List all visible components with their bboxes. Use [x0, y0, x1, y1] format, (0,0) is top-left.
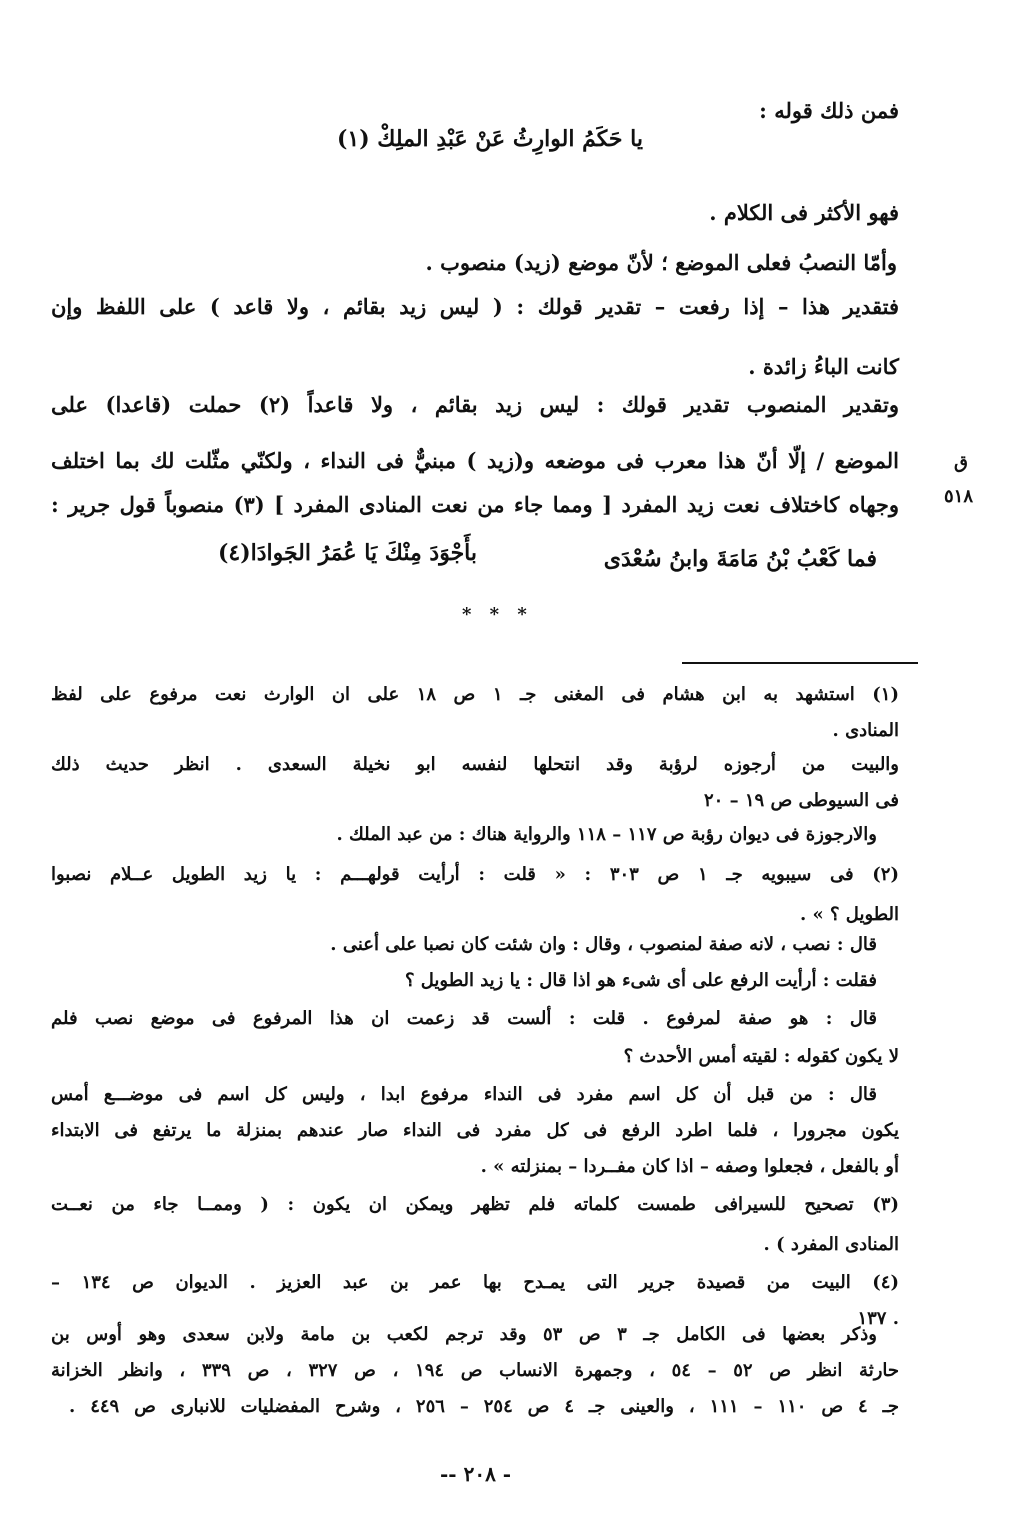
- footnote-line: (٢) فى سيبويه جـ ١ ص ٣٠٣ : « قلت : أرأيت قولهـــم : يا زيد الطويل عــلام نصبوا: [51, 864, 899, 885]
- footnote-line: قال : من قبل أن كل اسم مفرد فى النداء مرفوع ابدا ، وليس كل اسم فى موضـــع أمس: [51, 1084, 877, 1105]
- text-line: وتقدير المنصوب تقدير قولك : ليس زيد بقائم ، ولا قاعداً (٢) حملت (قاعدا) على: [51, 392, 899, 417]
- footnote-line: قال : نصب ، لانه صفة لمنصوب ، وقال : وان شئت كان نصبا على أعنى .: [330, 934, 877, 955]
- footnote-line: المنادى المفرد ) .: [763, 1234, 899, 1255]
- footnote-line: يكون مجرورا ، فلما اطرد الرفع فى كل مفرد فى النداء صار عندهم بمنزلة ما يرتفع فى الابتداء: [51, 1120, 899, 1141]
- footnote-line: المنادى .: [832, 720, 899, 741]
- footnote-line: قال : هو صفة لمرفوع . قلت : ألست قد زعمت ان هذا المرفوع فى موضع نصب فلم: [51, 1008, 877, 1029]
- verse-hemistich-right: فما كَعْبُ بْنُ مَامَةَ وابنُ سُعْدَى: [603, 546, 877, 572]
- text-line: وأمّا النصبُ فعلى الموضع ؛ لأنّ موضع (زيد) منصوب .: [425, 250, 897, 275]
- text-line: الموضع / إلّا أنّ هذا معرب فى موضعه و(زيد ) مبنيٌّ فى النداء ، ولكنّي مثّلت لك بما اختلف: [51, 448, 899, 473]
- verse-hemistich-left: بأَجْوَدَ مِنْكَ يَا عُمَرُ الجَوادَا(٤): [217, 540, 477, 566]
- margin-folio-number: ٥١٨: [944, 486, 974, 507]
- footnote-rule: [682, 662, 918, 664]
- verse-line: يا حَكَمُ الوارِثُ عَنْ عَبْدِ الملِكْ (١): [336, 126, 643, 152]
- margin-mark: ق: [954, 452, 968, 473]
- footnote-line: والارجوزة فى ديوان رؤبة ص ١١٧ – ١١٨ والرواية هناك : من عبد الملك .: [336, 824, 877, 845]
- footnote-line: (٤) البيت من قصيدة جرير التى يمـدح بها عمر بن عبد العزيز . الديوان ص ١٣٤ –: [51, 1272, 899, 1293]
- footnote-line: الطويل ؟ » .: [799, 904, 899, 925]
- footnote-line: فى السيوطى ص ١٩ – ٢٠: [703, 790, 899, 811]
- footnote-line: أو بالفعل ، فجعلوا وصفه – اذا كان مفــردا – بمنزلته » .: [480, 1156, 899, 1177]
- footnote-line: (٣) تصحيح للسيرافى طمست كلماته فلم تظهر ويمكن ان يكون : ( وممــا جاء من نعــت: [51, 1194, 899, 1215]
- text-line: فمن ذلك قوله :: [759, 98, 899, 123]
- text-line: كانت الباءُ زائدة .: [748, 354, 899, 379]
- footnote-line: وذكر بعضها فى الكامل جـ ٣ ص ٥٣ وقد ترجم لكعب بن مامة ولابن سعدى وهو أوس بن: [51, 1324, 877, 1345]
- section-divider-stars: * * *: [462, 604, 533, 625]
- text-line: وجهاه كاختلاف نعت زيد المفرد [ ومما جاء من نعت المنادى المفرد ] (٣) منصوباً قول جرير :: [51, 492, 899, 517]
- footnote-line: لا يكون كقوله : لقيته أمس الأحدث ؟: [623, 1046, 899, 1067]
- footnote-line: جـ ٤ ص ١١٠ – ١١١ ، والعينى جـ ٤ ص ٢٥٤ – ٢٥٦ ، وشرح المفضليات للانبارى ص ٤٤٩ .: [69, 1396, 900, 1417]
- text-line: فتقدير هذا – إذا رفعت – تقدير قولك : ( ليس زيد بقائم ، ولا قاعد ) على اللفظ وإن: [51, 294, 899, 319]
- footnote-line: حارثة انظر ص ٥٢ – ٥٤ ، وجمهرة الانساب ص ١٩٤ ، ص ٣٢٧ ، ص ٣٣٩ ، وانظر الخزانة: [51, 1360, 900, 1381]
- text-line: فهو الأكثر فى الكلام .: [709, 200, 899, 225]
- footnote-line: (١) استشهد به ابن هشام فى المغنى جـ ١ ص ١٨ على ان الوارث نعت مرفوع على لفظ: [51, 684, 899, 705]
- footnote-line: والبيت من أرجوزه لرؤبة وقد انتحلها لنفسه ابو نخيلة السعدى . انظر حديث ذلك: [51, 754, 899, 775]
- footnote-line: فقلت : أرأيت الرفع على أى شىء هو اذا قال : يا زيد الطويل ؟: [404, 970, 877, 991]
- footnote-line: ١٣٧ .: [857, 1308, 899, 1329]
- page-number: -- ٢٠٨ -: [440, 1462, 512, 1486]
